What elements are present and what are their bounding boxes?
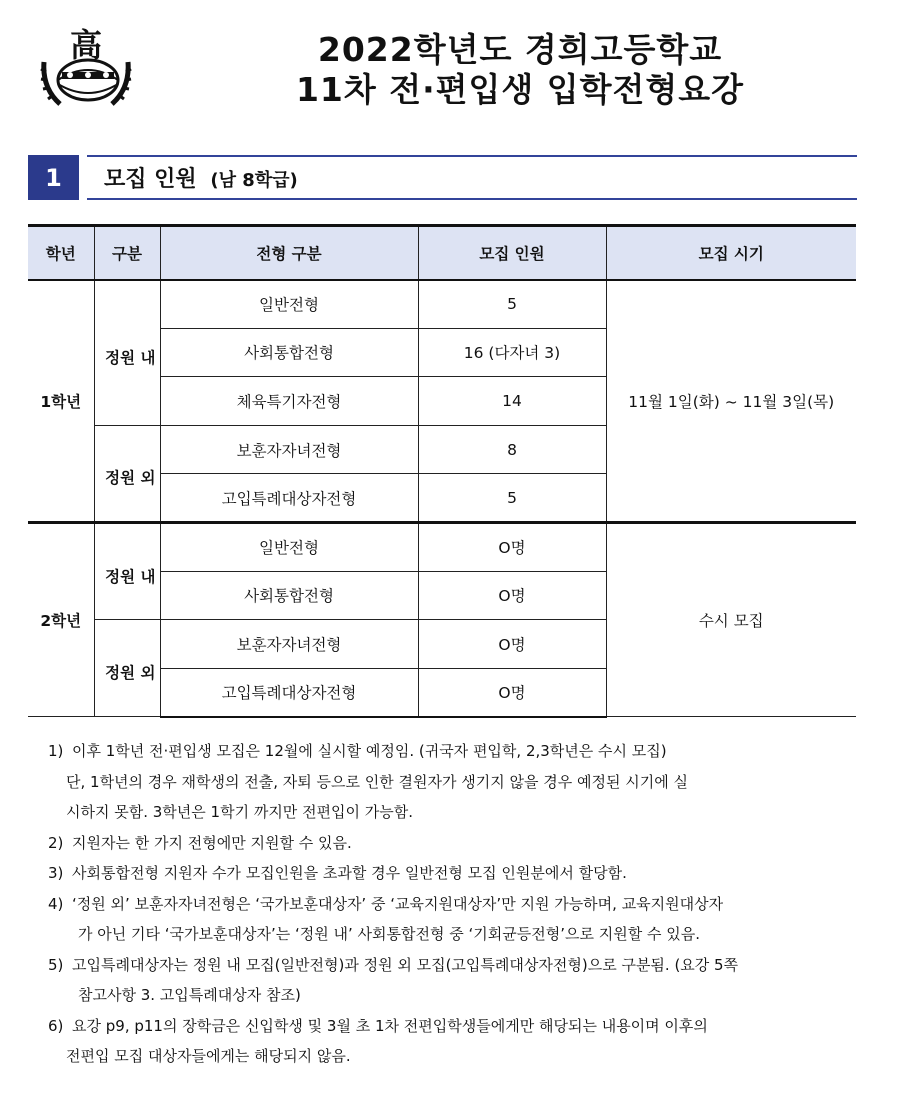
- note-line: 요강 p9, p11의 장학금은 신입학생 및 3월 초 1차 전편입학생들에게만 해당되는 내용이며 이후의: [72, 1016, 708, 1035]
- header-type: 전형 구분: [160, 226, 418, 280]
- table-row: [28, 522, 856, 571]
- note-line: 고입특례대상자는 정원 내 모집(일반전형)과 정원 외 모집(고입특례대상자전형)으로 구분됨. (요강 5쪽: [72, 955, 739, 974]
- note-number: 1): [48, 742, 64, 760]
- school-emblem: [40, 22, 132, 112]
- category-cell: [94, 425, 160, 522]
- note-line: 참고사항 3. 고입특례대상자 참조): [78, 986, 301, 1004]
- category-label: 정원 외: [105, 664, 156, 683]
- note-item: [48, 1011, 864, 1042]
- note-number: 6): [48, 1016, 64, 1035]
- type-cell: 고입특례대상자전형: [160, 668, 418, 717]
- section-number: 1: [28, 155, 79, 200]
- header-period: 모집 시기: [606, 226, 856, 280]
- type-cell: 사회통합전형: [160, 571, 418, 620]
- count-cell: 16 (다자녀 3): [418, 328, 606, 377]
- table-row: [28, 280, 856, 329]
- category-cell: [94, 280, 160, 426]
- note-line: 지원자는 한 가지 전형에만 지원할 수 있음.: [72, 833, 352, 852]
- header-grade: 학년: [28, 226, 94, 280]
- count-cell: 8: [418, 425, 606, 474]
- period-cell: 수시 모집: [606, 522, 856, 716]
- note-item: [48, 828, 864, 859]
- header-category: 구분: [94, 226, 160, 280]
- note-item: [48, 889, 864, 920]
- type-cell: 체육특기자전형: [160, 377, 418, 426]
- count-cell: O명: [418, 522, 606, 571]
- category-cell: [94, 620, 160, 717]
- type-cell: 고입특례대상자전형: [160, 474, 418, 523]
- notes-list: [48, 736, 864, 1072]
- category-label: 정원 내: [105, 348, 156, 367]
- note-line: 사회통합전형 지원자 수가 모집인원을 초과할 경우 일반전형 모집 인원분에서 할당함.: [72, 864, 627, 882]
- type-cell: 일반전형: [160, 280, 418, 329]
- type-cell: 사회통합전형: [160, 328, 418, 377]
- category-label: 정원 외: [105, 469, 156, 488]
- grade-cell: 1학년: [28, 280, 94, 523]
- note-item: [48, 736, 864, 767]
- note-number: 5): [48, 955, 64, 974]
- note-line: 전편입 모집 대상자들에게는 해당되지 않음.: [66, 1047, 351, 1065]
- count-cell: O명: [418, 620, 606, 669]
- note-item: [48, 950, 864, 981]
- note-line: 단, 1학년의 경우 재학생의 전출, 자퇴 등으로 인한 결원자가 생기지 않을 경우 예정된 시기에 실: [66, 772, 688, 791]
- section-rule-top: [87, 155, 857, 157]
- count-cell: O명: [418, 668, 606, 717]
- type-cell: 일반전형: [160, 522, 418, 571]
- header-count: 모집 인원: [418, 226, 606, 280]
- emblem-lettering: 高: [69, 26, 103, 64]
- category-cell: [94, 522, 160, 619]
- section-rule-bottom: [87, 198, 857, 200]
- note-number: 3): [48, 864, 64, 882]
- note-line: ‘정원 외’ 보훈자자녀전형은 ‘국가보훈대상자’ 중 ‘교육지원대상자’만 지원 가능하며, 교육지원대상자: [72, 894, 724, 913]
- note-line: 가 아닌 기타 ‘국가보훈대상자’는 ‘정원 내’ 사회통합전형 중 ‘기회균등전형’으로 지원할 수 있음.: [78, 925, 700, 943]
- count-cell: 5: [418, 280, 606, 329]
- note-line: 시하지 못함. 3학년은 1학기 까지만 전편입이 가능함.: [66, 803, 414, 821]
- page-title-line1: 2022학년도 경희고등학교: [317, 30, 723, 69]
- note-line: 이후 1학년 전·편입생 모집은 12월에 실시할 예정임. (귀국자 편입학, 2,3학년은 수시 모집): [72, 742, 667, 760]
- note-item: [48, 858, 864, 889]
- period-cell: 11월 1일(화) ~ 11월 3일(목): [606, 280, 856, 523]
- type-cell: 보훈자자녀전형: [160, 620, 418, 669]
- category-label: 정원 내: [105, 567, 156, 586]
- count-cell: 14: [418, 377, 606, 426]
- recruitment-table: [28, 224, 856, 718]
- count-cell: O명: [418, 571, 606, 620]
- table-header-row: [28, 226, 856, 280]
- page-title-line2: 11차 전·편입생 입학전형요강: [295, 70, 745, 109]
- note-number: 4): [48, 894, 64, 913]
- type-cell: 보훈자자녀전형: [160, 425, 418, 474]
- section-title: [104, 162, 298, 193]
- section-subtitle: (남 8학급): [210, 170, 298, 191]
- count-cell: 5: [418, 474, 606, 523]
- grade-cell: 2학년: [28, 522, 94, 716]
- section-title-text: 모집 인원: [104, 167, 197, 192]
- note-number: 2): [48, 833, 64, 852]
